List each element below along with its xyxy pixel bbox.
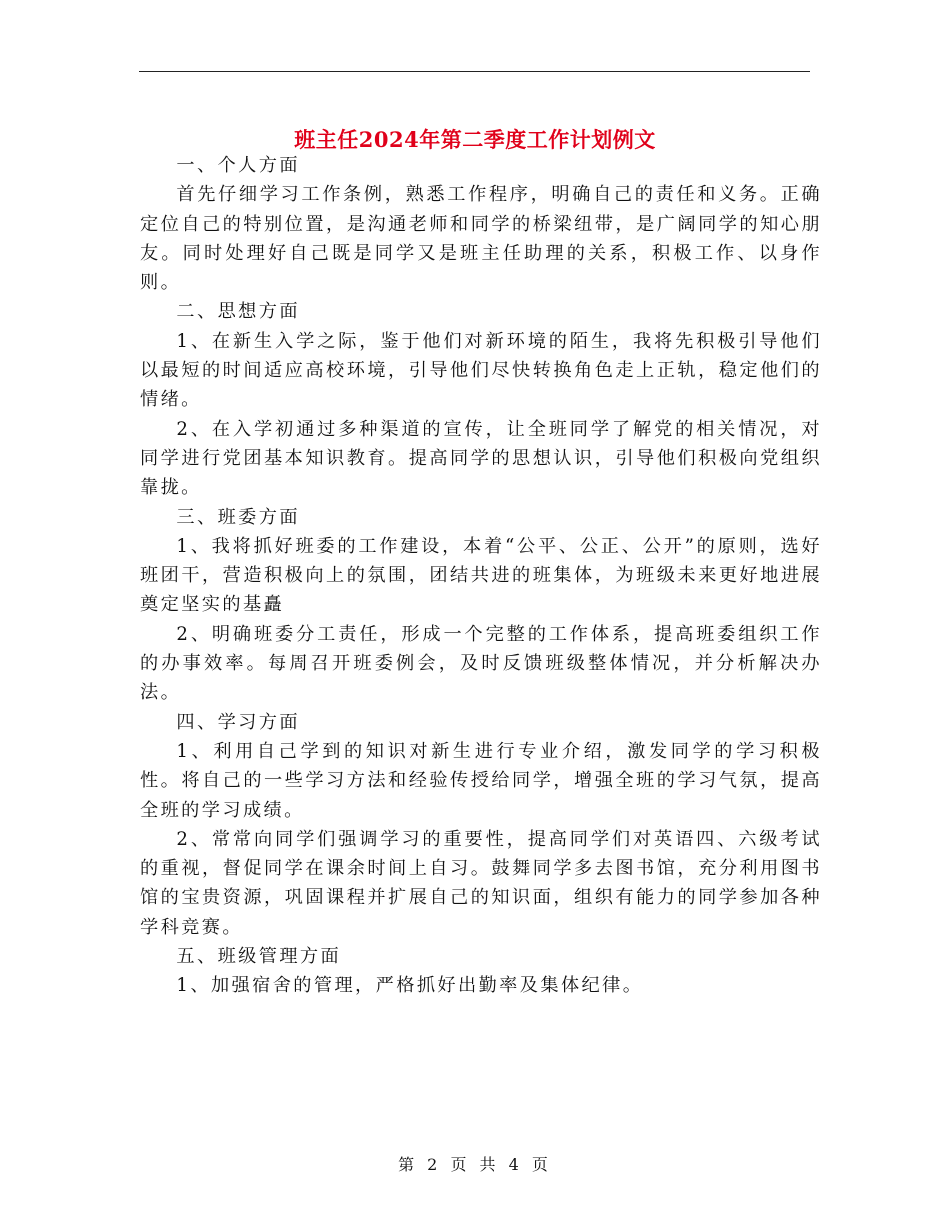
paragraph-study-2: 2、常常向同学们强调学习的重要性，提高同学们对英语四、六级考试的重视，督促同学在课余时间上自习。鼓舞同学多去图书馆，充分利用图书馆的宝贵资源，巩固课程并扩展自己的知识面，组织有能力的同学参加各种学科竞赛。 — [140, 828, 822, 938]
section-heading-management: 五、班级管理方面 — [176, 946, 342, 968]
paragraph-personal: 首先仔细学习工作条例，熟悉工作程序，明确自己的责任和义务。正确定位自己的特别位置，是沟通老师和同学的桥梁纽带，是广阔同学的知心朋友。同时处理好自己既是同学又是班主任助理的关系，积极工作、以身作则。 — [140, 184, 822, 294]
paragraph-management-1: 1、加强宿舍的管理，严格抓好出勤率及集体纪律。 — [176, 975, 644, 997]
paragraph-ideology-1: 1、在新生入学之际，鉴于他们对新环境的陌生，我将先积极引导他们以最短的时间适应高校环境，引导他们尽快转换角色走上正轨，稳定他们的情绪。 — [140, 330, 822, 411]
section-heading-study: 四、学习方面 — [176, 711, 300, 733]
paragraph-study-1: 1、利用自己学到的知识对新生进行专业介绍，激发同学的学习积极性。将自己的一些学习方法和经验传授给同学，增强全班的学习气氛，提高全班的学习成绩。 — [140, 740, 822, 821]
paragraph-committee-2: 2、明确班委分工责任，形成一个完整的工作体系，提高班委组织工作的办事效率。每周召开班委例会，及时反馈班级整体情况，并分析解决办法。 — [140, 623, 822, 704]
paragraph-ideology-2: 2、在入学初通过多种渠道的宣传，让全班同学了解党的相关情况，对同学进行党团基本知识教育。提高同学的思想认识，引导他们积极向党组织靠拢。 — [140, 418, 822, 499]
document-title: 班主任2024年第二季度工作计划例文 — [294, 127, 656, 153]
section-heading-committee: 三、班委方面 — [176, 506, 300, 528]
section-heading-personal: 一、个人方面 — [176, 155, 300, 176]
paragraph-committee-1: 1、我将抓好班委的工作建设，本着“公平、公正、公开”的原则，选好班团干，营造积极向上的氛围，团结共进的班集体，为班级未来更好地进展奠定坚实的基矗 — [140, 535, 822, 616]
document-body — [140, 151, 822, 1001]
section-heading-ideology: 二、思想方面 — [176, 301, 300, 323]
page-number: 第 2 页 共 4 页 — [398, 1155, 552, 1174]
header-rule — [139, 71, 810, 72]
